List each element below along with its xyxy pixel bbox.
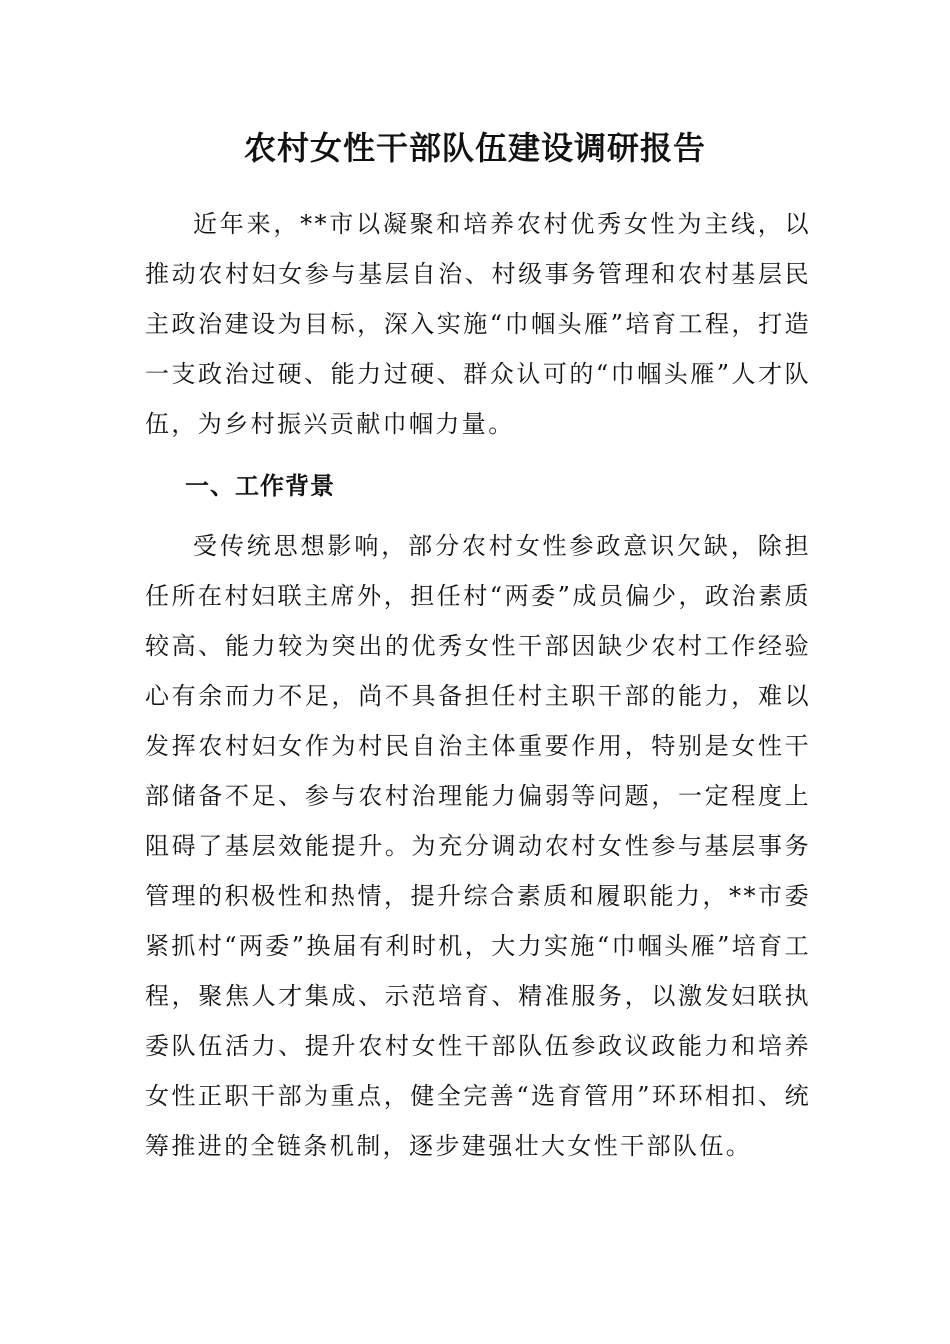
document-title: 农村女性干部队伍建设调研报告 <box>243 129 706 167</box>
section-heading: 一、工作背景 <box>185 471 335 500</box>
intro-paragraph: 近年来，**市以凝聚和培养农村优秀女性为主线，以推动农村妇女参与基层自治、村级事务管理和农村基层民主政治建设为目标，深入实施“巾帼头雁”培育工程，打造一支政治过硬、能力过硬、群众认可的“巾帼头雁”人才队伍，为乡村振兴贡献巾帼力量。 <box>145 210 811 438</box>
section-body-paragraph: 受传统思想影响，部分农村女性参政意识欠缺，除担任所在村妇联主席外，担任村“两委”成员偏少，政治素质较高、能力较为突出的优秀女性干部因缺少农村工作经验心有余而力不足，尚不具备担任村主职干部的能力，难以发挥农村妇女作为村民自治主体重要作用，特别是女性干部储备不足、参与农村治理能力偏弱等问题，一定程度上阻碍了基层效能提升。为充分调动农村女性参与基层事务管理的积极性和热情，提升综合素质和履职能力，**市委紧抓村“两委”换届有利时机，大力实施“巾帼头雁”培育工程，聚焦人才集成、示范培育、精准服务，以激发妇联执委队伍活力、提升农村女性干部队伍参政议政能力和培养女性正职干部为重点，健全完善“选育管用”环环相扣、统筹推进的全链条机制，逐步建强壮大女性干部队伍。 <box>145 532 811 1160</box>
